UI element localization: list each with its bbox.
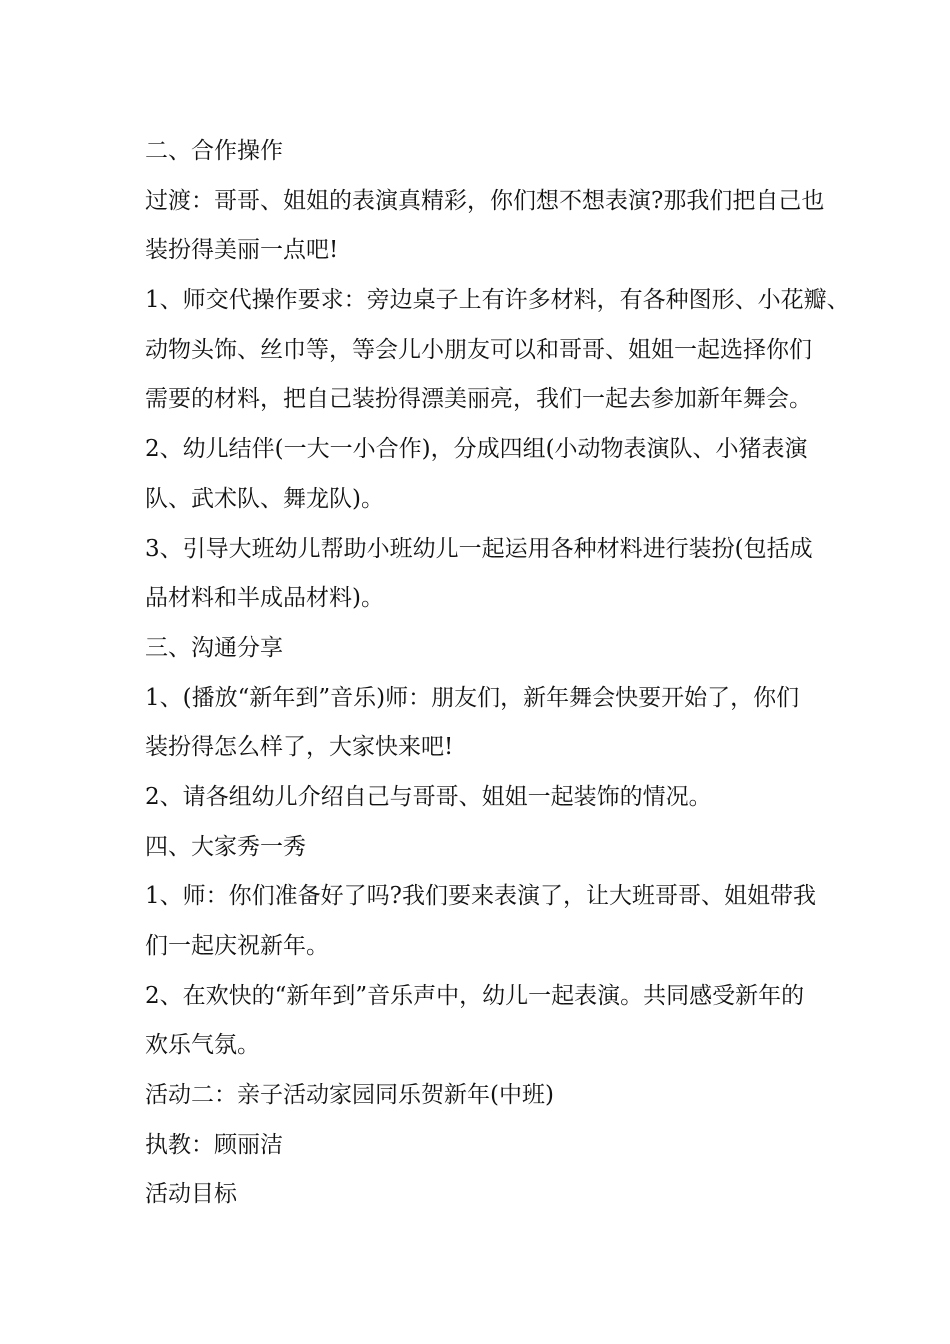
section-heading-goals: 活动目标 (145, 1181, 237, 1208)
paragraph-line: 品材料和半成品材料)。 (145, 585, 384, 612)
instructor-line: 执教：顾丽洁 (145, 1131, 283, 1158)
paragraph-line: 们一起庆祝新年。 (145, 933, 329, 959)
paragraph-line: 1、师交代操作要求：旁边桌子上有许多材料，有各种图形、小花瓣、 (145, 287, 850, 314)
document-body (145, 127, 850, 1220)
paragraph-line: 过渡：哥哥、姐姐的表演真精彩，你们想不想表演?那我们把自己也 (145, 187, 825, 214)
paragraph-line: 2、请各组幼儿介绍自己与哥哥、姐姐一起装饰的情况。 (145, 783, 712, 810)
section-heading-cooperation: 二、合作操作 (145, 138, 283, 164)
section-heading-sharing: 三、沟通分享 (145, 634, 283, 661)
paragraph-line: 队、武术队、舞龙队)。 (145, 485, 384, 512)
paragraph-line: 1、师：你们准备好了吗?我们要来表演了，让大班哥哥、姐姐带我 (145, 883, 816, 910)
section-heading-show: 四、大家秀一秀 (145, 833, 306, 860)
paragraph-line: 欢乐气氛。 (145, 1032, 260, 1059)
paragraph-line: 需要的材料，把自己装扮得漂美丽亮，我们一起去参加新年舞会。 (145, 386, 812, 413)
activity-title: 活动二：亲子活动家园同乐贺新年(中班) (145, 1082, 554, 1109)
paragraph-line: 1、(播放“新年到”音乐)师：朋友们，新年舞会快要开始了，你们 (145, 684, 800, 711)
paragraph-line: 2、幼儿结伴(一大一小合作)，分成四组(小动物表演队、小猪表演 (145, 436, 808, 463)
paragraph-line: 装扮得怎么样了，大家快来吧! (145, 734, 454, 761)
paragraph-line: 2、在欢快的“新年到”音乐声中，幼儿一起表演。共同感受新年的 (145, 982, 805, 1009)
paragraph-line: 动物头饰、丝巾等，等会儿小朋友可以和哥哥、姐姐一起选择你们 (145, 336, 812, 363)
paragraph-line: 3、引导大班幼儿帮助小班幼儿一起运用各种材料进行装扮(包括成 (145, 535, 813, 562)
paragraph-line: 装扮得美丽一点吧! (145, 237, 339, 264)
